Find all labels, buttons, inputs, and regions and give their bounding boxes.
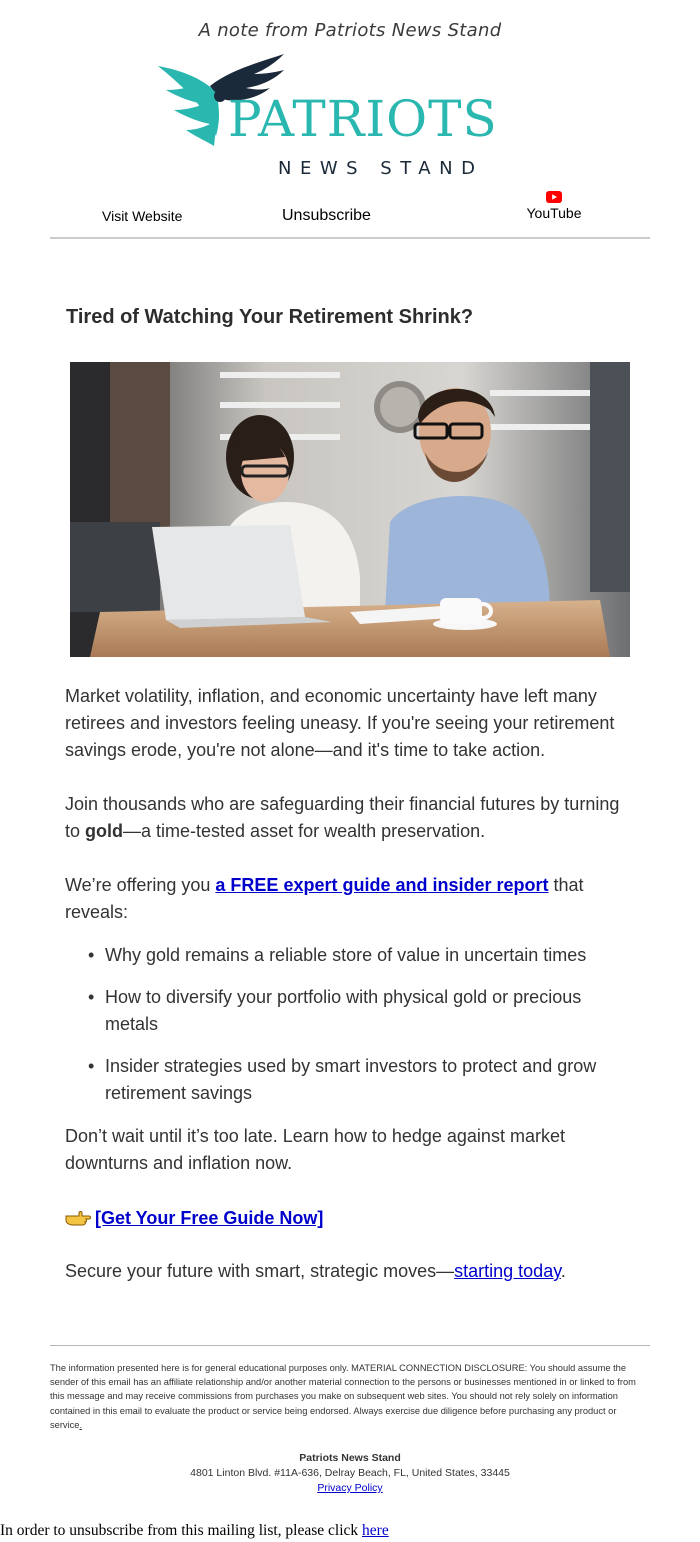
list-item	[85, 1053, 625, 1107]
list-item-text: Insider strategies used by smart investors to protect and grow retirement savings	[105, 1056, 597, 1103]
offer-paragraph-end: that reveals:	[65, 875, 584, 922]
pointing-hand-icon	[65, 1210, 91, 1226]
list-item-text: Why gold remains a reliable store of value in uncertain times	[105, 945, 587, 965]
footer-org-name: Patriots News Stand	[299, 1452, 401, 1464]
cta-line	[65, 1205, 323, 1232]
urgency-paragraph: Don’t wait until it’s too late. Learn how to hedge against market downturns and inflation now.	[65, 1126, 565, 1173]
bullet-icon: •	[88, 987, 95, 1007]
get-guide-button[interactable]: [Get Your Free Guide Now]	[95, 1208, 324, 1228]
intro-paragraph: Market volatility, inflation, and economic uncertainty have left many retirees and investors feeling uneasy. If you're seeing your retirement savings erode, you're not alone—and it's time to take action.	[65, 686, 615, 760]
list-item	[85, 942, 625, 969]
offer-paragraph	[65, 872, 635, 926]
footer-divider	[50, 1345, 650, 1346]
header-nav	[50, 190, 650, 239]
gold-emphasis: gold	[85, 821, 124, 841]
list-item	[85, 984, 625, 1038]
pre-title: A note from Patriots News Stand	[198, 20, 502, 41]
youtube-label: YouTube	[526, 205, 582, 221]
unsubscribe-link[interactable]: Unsubscribe	[282, 207, 371, 224]
closing-paragraph-start: Secure your future with smart, strategic moves—	[65, 1261, 455, 1281]
unsubscribe-here-link[interactable]: here	[362, 1522, 389, 1539]
footer-address-block	[0, 1451, 700, 1496]
free-guide-link[interactable]: a FREE expert guide and insider report	[215, 875, 549, 895]
logo-subtitle: NEWS STAND	[278, 158, 484, 179]
benefit-list	[85, 942, 625, 1122]
article-headline: Tired of Watching Your Retirement Shrink?	[66, 306, 474, 328]
unsubscribe-note-text: In order to unsubscribe from this mailing list, please click	[0, 1522, 363, 1539]
footer-address: 4801 Linton Blvd. #11A-636, Delray Beach, FL, United States, 33445	[190, 1467, 510, 1479]
starting-today-link[interactable]: starting today	[454, 1261, 561, 1281]
logo-wordmark: PATRIOTS	[228, 90, 498, 148]
privacy-policy-link[interactable]: Privacy Policy	[317, 1482, 383, 1494]
closing-paragraph-end: .	[560, 1261, 566, 1281]
youtube-play-icon	[546, 191, 562, 203]
visit-website-link[interactable]: Visit Website	[102, 208, 183, 224]
bullet-icon: •	[88, 945, 95, 965]
disclosure-text	[50, 1361, 650, 1432]
disclosure-end: .	[79, 1419, 83, 1430]
disclosure-body: The information presented here is for general educational purposes only. MATERIAL CONNECTION DISCLOSURE: You should assume the sender of this email has an affiliate relationship and/or another material connection to the persons or businesses mentioned in or linked to from this message and may receive commissions from purchases you make on subsequent web sites. You should not rely solely on information contained in this email to evaluate the product or service being endorsed. Always exercise due diligence before purchasing any product or service	[50, 1363, 636, 1430]
youtube-link[interactable]	[526, 191, 582, 221]
closing-paragraph	[65, 1258, 635, 1285]
offer-paragraph-start: We’re offering you	[65, 875, 216, 895]
gold-paragraph	[65, 791, 635, 845]
unsubscribe-note	[0, 1522, 389, 1540]
gold-paragraph-end: —a time-tested asset for wealth preservation.	[123, 821, 486, 841]
hero-image	[70, 362, 630, 657]
gold-paragraph-start: Join thousands who are safeguarding their financial futures by turning to	[65, 794, 620, 841]
list-item-text: How to diversify your portfolio with physical gold or precious metals	[105, 987, 582, 1034]
bullet-icon: •	[88, 1056, 95, 1076]
